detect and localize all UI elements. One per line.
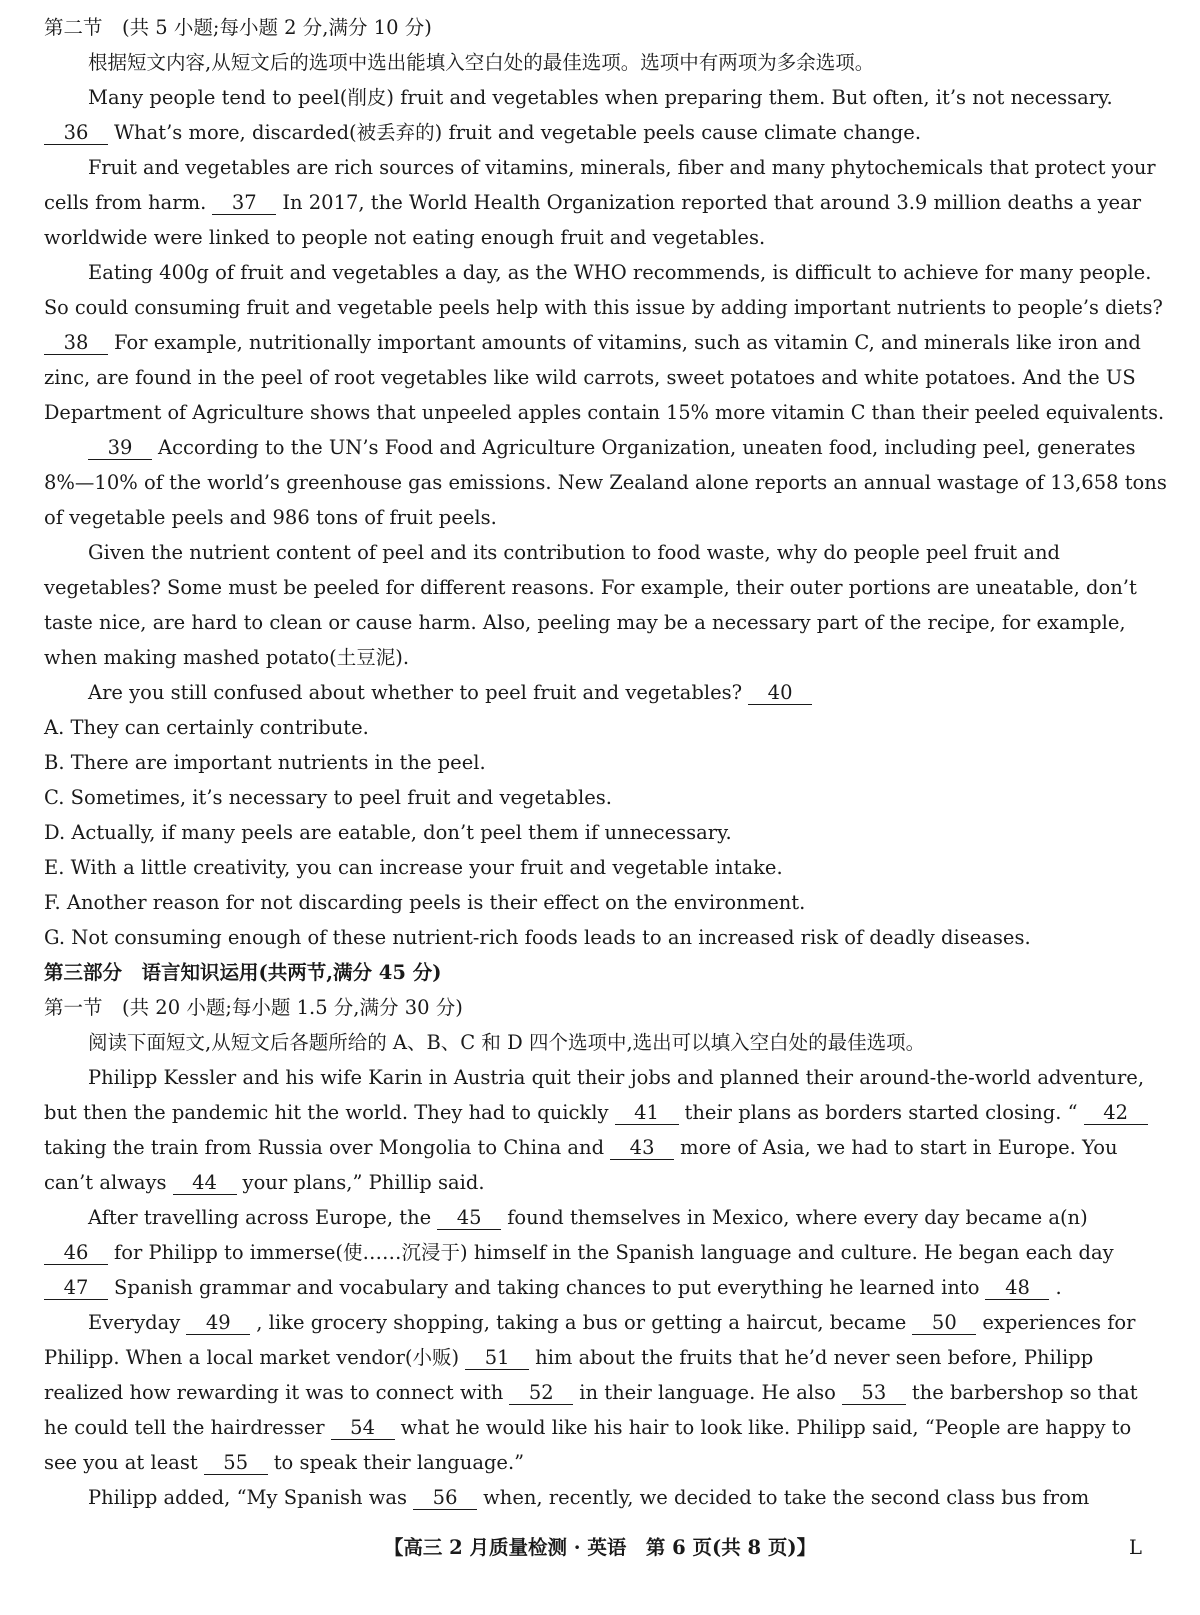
section-heading: 第一节 (共 20 小题;每小题 1.5 分,满分 30 分) — [44, 996, 463, 1019]
section-heading: 第二节 (共 5 小题;每小题 2 分,满分 10 分) — [44, 16, 432, 39]
passage-line: Fruit and vegetables are rich sources of vitamins, minerals, fiber and many phytochemicals that protect your — [88, 156, 1156, 179]
blank-39: 39 — [88, 437, 152, 460]
passage-line: 39 According to the UN’s Food and Agriculture Organization, uneaten food, including peel, generates — [44, 430, 1166, 465]
passage-line: he could tell the hairdresser 54 what he would like his hair to look like. Philipp said, “People are happy to — [44, 1416, 1132, 1439]
page-body — [44, 10, 1166, 1515]
passage-line: Given the nutrient content of peel and its contribution to food waste, why do people peel fruit and — [88, 541, 1061, 564]
option-c: C. Sometimes, it’s necessary to peel fruit and vegetables. — [44, 786, 612, 809]
passage-line: Everyday 49 , like grocery shopping, taking a bus or getting a haircut, became 50 experiences for — [88, 1311, 1136, 1334]
blank-44: 44 — [173, 1172, 237, 1195]
blank-42: 42 — [1084, 1102, 1148, 1125]
passage-line: realized how rewarding it was to connect with 52 in their language. He also 53 the barbershop so that — [44, 1381, 1138, 1404]
blank-46: 46 — [44, 1242, 108, 1265]
passage-line: can’t always 44 your plans,” Phillip said. — [44, 1171, 485, 1194]
passage-line: Are you still confused about whether to peel fruit and vegetables? 40 — [44, 675, 1166, 710]
passage-line: Many people tend to peel(削皮) fruit and vegetables when preparing them. But often, it’s not necessary. — [88, 86, 1113, 109]
blank-50: 50 — [912, 1312, 976, 1335]
passage-line: Department of Agriculture shows that unpeeled apples contain 15% more vitamin C than their peeled equivalents. — [44, 401, 1165, 424]
part-heading: 第三部分 语言知识运用(共两节,满分 45 分) — [44, 961, 442, 984]
passage-line: cells from harm. 37 In 2017, the World Health Organization reported that around 3.9 million deaths a year — [44, 191, 1142, 214]
option-a: A. They can certainly contribute. — [44, 716, 369, 739]
passage-line: 36 What’s more, discarded(被丢弃的) fruit and vegetable peels cause climate change. — [44, 115, 1166, 150]
passage-line: Eating 400g of fruit and vegetables a day, as the WHO recommends, is difficult to achieve for many people. — [88, 261, 1152, 284]
blank-54: 54 — [331, 1417, 395, 1440]
passage-line: 46 for Philipp to immerse(使……沉浸于) himself in the Spanish language and culture. He began each day — [44, 1235, 1166, 1270]
page-footer — [0, 1528, 1200, 1568]
blank-49: 49 — [186, 1312, 250, 1335]
option-g: G. Not consuming enough of these nutrient-rich foods leads to an increased risk of deadly diseases. — [44, 926, 1031, 949]
passage-line: worldwide were linked to people not eating enough fruit and vegetables. — [44, 226, 766, 249]
blank-38: 38 — [44, 332, 108, 355]
passage-line: vegetables? Some must be peeled for different reasons. For example, their outer portions are uneatable, don’t — [44, 576, 1137, 599]
passage-line: zinc, are found in the peel of root vegetables like wild carrots, sweet potatoes and white potatoes. And the US — [44, 366, 1136, 389]
passage-line: After travelling across Europe, the 45 found themselves in Mexico, where every day became a(n) — [88, 1206, 1088, 1229]
passage-line: when making mashed potato(土豆泥). — [44, 646, 410, 669]
blank-37: 37 — [212, 192, 276, 215]
instruction: 根据短文内容,从短文后的选项中选出能填入空白处的最佳选项。选项中有两项为多余选项。 — [88, 51, 875, 74]
version-mark: L — [1129, 1536, 1142, 1559]
passage-line: 47 Spanish grammar and vocabulary and taking chances to put everything he learned into 48 . — [44, 1270, 1166, 1305]
option-e: E. With a little creativity, you can increase your fruit and vegetable intake. — [44, 856, 783, 879]
passage-line: So could consuming fruit and vegetable peels help with this issue by adding important nutrients to people’s diets? — [44, 296, 1163, 319]
passage-line: Philipp added, “My Spanish was 56 when, recently, we decided to take the second class bus from — [88, 1486, 1090, 1509]
blank-48: 48 — [985, 1277, 1049, 1300]
option-b: B. There are important nutrients in the peel. — [44, 751, 486, 774]
passage-line: 8%—10% of the world’s greenhouse gas emissions. New Zealand alone reports an annual wastage of 13,658 tons — [44, 471, 1167, 494]
blank-52: 52 — [509, 1382, 573, 1405]
blank-45: 45 — [437, 1207, 501, 1230]
option-d: D. Actually, if many peels are eatable, don’t peel them if unnecessary. — [44, 821, 732, 844]
blank-53: 53 — [842, 1382, 906, 1405]
passage-line: see you at least 55 to speak their language.” — [44, 1451, 525, 1474]
blank-56: 56 — [413, 1487, 477, 1510]
instruction: 阅读下面短文,从短文后各题所给的 A、B、C 和 D 四个选项中,选出可以填入空白处的最佳选项。 — [88, 1031, 926, 1054]
blank-51: 51 — [465, 1347, 529, 1370]
passage-line: of vegetable peels and 986 tons of fruit peels. — [44, 506, 497, 529]
passage-line: but then the pandemic hit the world. They had to quickly 41 their plans as borders started closing. “ 42 — [44, 1095, 1166, 1130]
blank-41: 41 — [615, 1102, 679, 1125]
blank-40: 40 — [748, 682, 812, 705]
passage-line: taste nice, are hard to clean or cause harm. Also, peeling may be a necessary part of the recipe, for example, — [44, 611, 1126, 634]
passage-line: taking the train from Russia over Mongolia to China and 43 more of Asia, we had to start in Europe. You — [44, 1136, 1118, 1159]
passage-line: Philipp. When a local market vendor(小贩) 51 him about the fruits that he’d never seen before, Philipp — [44, 1346, 1094, 1369]
passage-line: 38 For example, nutritionally important amounts of vitamins, such as vitamin C, and minerals like iron and — [44, 325, 1166, 360]
blank-43: 43 — [610, 1137, 674, 1160]
passage-line: Philipp Kessler and his wife Karin in Austria quit their jobs and planned their around-the-world adventure, — [88, 1066, 1145, 1089]
blank-55: 55 — [204, 1452, 268, 1475]
option-f: F. Another reason for not discarding peels is their effect on the environment. — [44, 891, 806, 914]
footer-text: 【高三 2 月质量检测 · 英语 第 6 页(共 8 页)】 — [383, 1536, 817, 1559]
blank-36: 36 — [44, 122, 108, 145]
blank-47: 47 — [44, 1277, 108, 1300]
